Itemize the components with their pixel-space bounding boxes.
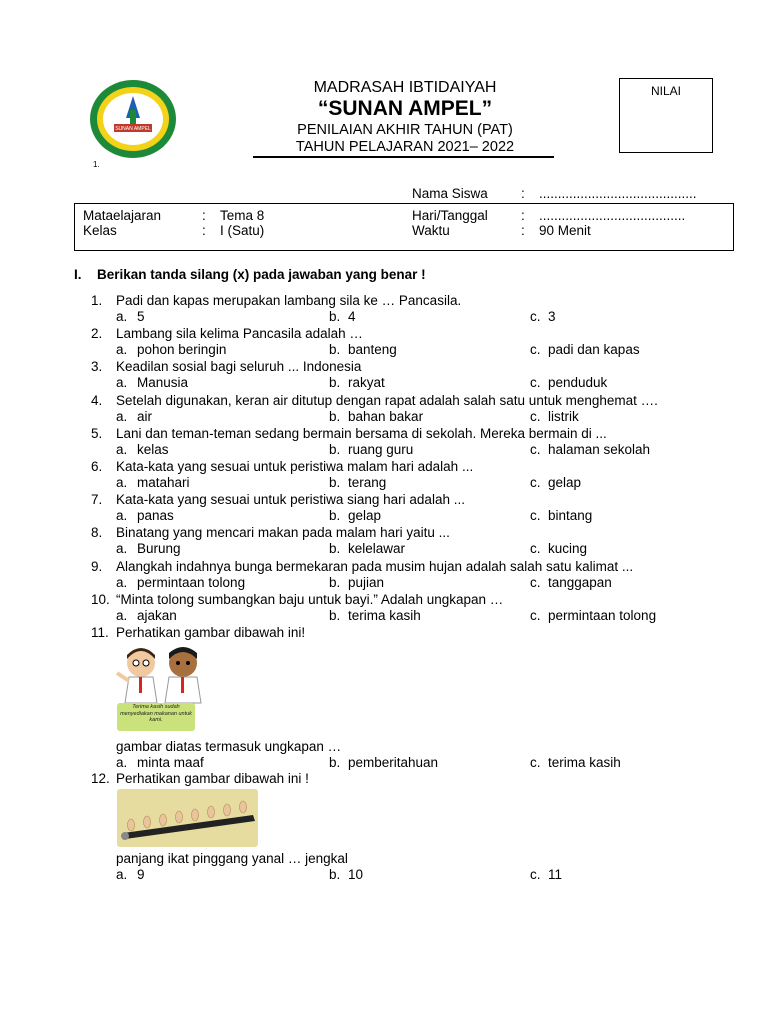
option-a[interactable]: Manusia: [137, 375, 189, 390]
question-number: 12.: [91, 771, 110, 786]
option-b[interactable]: pemberitahuan: [348, 755, 439, 770]
question-text: Perhatikan gambar dibawah ini !: [116, 771, 309, 786]
option-a-letter: a.: [116, 508, 128, 523]
option-c-letter: c.: [530, 342, 541, 357]
option-a-letter: a.: [116, 608, 128, 623]
question-text: Padi dan kapas merupakan lambang sila ke … Pancasila.: [116, 293, 462, 308]
date-field[interactable]: .......................................: [539, 208, 686, 223]
section-instruction: Berikan tanda silang (x) pada jawaban yang benar !: [97, 267, 426, 282]
option-c-letter: c.: [530, 475, 541, 490]
option-a-letter: a.: [116, 309, 128, 324]
student-name-field[interactable]: ..........................................: [539, 186, 697, 201]
option-b[interactable]: rakyat: [348, 375, 385, 390]
option-b-letter: b.: [329, 755, 341, 770]
option-b[interactable]: 10: [348, 867, 364, 882]
option-b[interactable]: gelap: [348, 508, 382, 523]
question-number: 7.: [91, 492, 103, 507]
option-c-letter: c.: [530, 508, 541, 523]
section-number: I.: [74, 267, 82, 282]
question-stem: gambar diatas termasuk ungkapan …: [116, 739, 342, 754]
question-text: Alangkah indahnya bunga bermekaran pada musim hujan adalah salah satu kalimat ...: [116, 559, 634, 574]
option-c-letter: c.: [530, 867, 541, 882]
option-c-letter: c.: [530, 442, 541, 457]
option-c-letter: c.: [530, 375, 541, 390]
option-b-letter: b.: [329, 442, 341, 457]
option-c[interactable]: halaman sekolah: [548, 442, 651, 457]
stray-mark: 1.: [93, 160, 100, 169]
option-a[interactable]: kelas: [137, 442, 169, 457]
option-b-letter: b.: [329, 375, 341, 390]
option-c[interactable]: bintang: [548, 508, 593, 523]
option-b[interactable]: pujian: [348, 575, 385, 590]
question-text: Lambang sila kelima Pancasila adalah …: [116, 326, 363, 341]
class-label: Kelas: [83, 223, 117, 238]
option-a[interactable]: air: [137, 409, 153, 424]
option-c[interactable]: padi dan kapas: [548, 342, 640, 357]
subject-value: Tema 8: [220, 208, 265, 223]
logo-text: SUNAN AMPEL: [115, 126, 151, 132]
student-name-label: Nama Siswa: [412, 186, 488, 201]
option-c-letter: c.: [530, 575, 541, 590]
option-c[interactable]: tanggapan: [548, 575, 612, 590]
option-a[interactable]: permintaan tolong: [137, 575, 246, 590]
option-a[interactable]: minta maaf: [137, 755, 204, 770]
option-b-letter: b.: [329, 575, 341, 590]
option-b-letter: b.: [329, 342, 341, 357]
option-a[interactable]: ajakan: [137, 608, 177, 623]
option-a-letter: a.: [116, 375, 128, 390]
question-text: Perhatikan gambar dibawah ini!: [116, 625, 306, 640]
option-c[interactable]: 3: [548, 309, 556, 324]
question-number: 5.: [91, 426, 103, 441]
option-c-letter: c.: [530, 309, 541, 324]
question-number: 2.: [91, 326, 103, 341]
question-number: 1.: [91, 293, 103, 308]
option-b-letter: b.: [329, 867, 341, 882]
option-c[interactable]: listrik: [548, 409, 579, 424]
option-b-letter: b.: [329, 508, 341, 523]
option-b[interactable]: kelelawar: [348, 541, 406, 556]
question-text: Lani dan teman-teman sedang bermain bersama di sekolah. Mereka bermain di ...: [116, 426, 607, 441]
option-b-letter: b.: [329, 409, 341, 424]
question-number: 11.: [91, 625, 109, 640]
option-b-letter: b.: [329, 475, 341, 490]
question-text: Binatang yang mencari makan pada malam hari yaitu ...: [116, 525, 450, 540]
option-b[interactable]: 4: [348, 309, 356, 324]
option-b-letter: b.: [329, 608, 341, 623]
question-stem: panjang ikat pinggang yanal … jengkal: [116, 851, 348, 866]
question-number: 10.: [91, 592, 110, 607]
school-name: “SUNAN AMPEL”: [317, 97, 493, 120]
option-c[interactable]: penduduk: [548, 375, 608, 390]
option-b-letter: b.: [329, 541, 341, 556]
date-label: Hari/Tanggal: [412, 208, 488, 223]
school-type: MADRASAH IBTIDAIYAH: [313, 79, 497, 96]
class-colon: :: [202, 223, 206, 238]
time-colon: :: [521, 223, 525, 238]
speech-caption: Terima kasih sudah menyediakan makanan untuk kami.: [120, 704, 192, 723]
question-text: Kata-kata yang sesuai untuk peristiwa siang hari adalah ...: [116, 492, 465, 507]
option-c[interactable]: gelap: [548, 475, 582, 490]
option-a[interactable]: matahari: [137, 475, 190, 490]
option-b[interactable]: banteng: [348, 342, 397, 357]
question-text: Setelah digunakan, keran air ditutup dengan rapat adalah salah satu untuk menghemat ….: [116, 393, 658, 408]
student-name-colon: :: [521, 186, 525, 201]
option-b[interactable]: terima kasih: [348, 608, 421, 623]
children-illustration: [113, 643, 208, 733]
question-text: Keadilan sosial bagi seluruh ... Indonesia: [116, 359, 362, 374]
question-number: 4.: [91, 393, 103, 408]
time-label: Waktu: [412, 223, 450, 238]
option-a[interactable]: Burung: [137, 541, 181, 556]
option-b[interactable]: terang: [348, 475, 387, 490]
question-number: 3.: [91, 359, 103, 374]
option-b[interactable]: bahan bakar: [348, 409, 424, 424]
school-logo: [88, 78, 178, 160]
option-c-letter: c.: [530, 755, 541, 770]
option-c-letter: c.: [530, 541, 541, 556]
option-a-letter: a.: [116, 342, 128, 357]
date-colon: :: [521, 208, 525, 223]
subject-colon: :: [202, 208, 206, 223]
option-a-letter: a.: [116, 575, 128, 590]
time-value: 90 Menit: [539, 223, 591, 238]
option-a[interactable]: panas: [137, 508, 174, 523]
question-number: 8.: [91, 525, 103, 540]
option-a[interactable]: pohon beringin: [137, 342, 227, 357]
question-number: 9.: [91, 559, 103, 574]
option-b[interactable]: ruang guru: [348, 442, 414, 457]
option-c-letter: c.: [530, 409, 541, 424]
option-c[interactable]: terima kasih: [548, 755, 621, 770]
option-c[interactable]: kucing: [548, 541, 588, 556]
belt-illustration: [117, 789, 258, 847]
question-text: Kata-kata yang sesuai untuk peristiwa malam hari adalah ...: [116, 459, 474, 474]
question-number: 6.: [91, 459, 103, 474]
option-a-letter: a.: [116, 867, 128, 882]
option-a-letter: a.: [116, 442, 128, 457]
option-a-letter: a.: [116, 541, 128, 556]
subject-label: Mataelajaran: [83, 208, 162, 223]
option-c[interactable]: 11: [548, 867, 563, 882]
exam-year: TAHUN PELAJARAN 2021– 2022: [295, 139, 515, 155]
option-a[interactable]: 9: [137, 867, 145, 882]
question-text: “Minta tolong sumbangkan baju untuk bayi.” Adalah ungkapan …: [116, 592, 504, 607]
nilai-label: NILAI: [650, 84, 681, 98]
header-divider: [253, 156, 554, 158]
option-b-letter: b.: [329, 309, 341, 324]
option-a-letter: a.: [116, 409, 128, 424]
option-c[interactable]: permintaan tolong: [548, 608, 657, 623]
option-c-letter: c.: [530, 608, 541, 623]
option-a-letter: a.: [116, 475, 128, 490]
class-value: I (Satu): [220, 223, 265, 238]
option-a-letter: a.: [116, 755, 128, 770]
option-a[interactable]: 5: [137, 309, 145, 324]
exam-title: PENILAIAN AKHIR TAHUN (PAT): [297, 122, 513, 138]
